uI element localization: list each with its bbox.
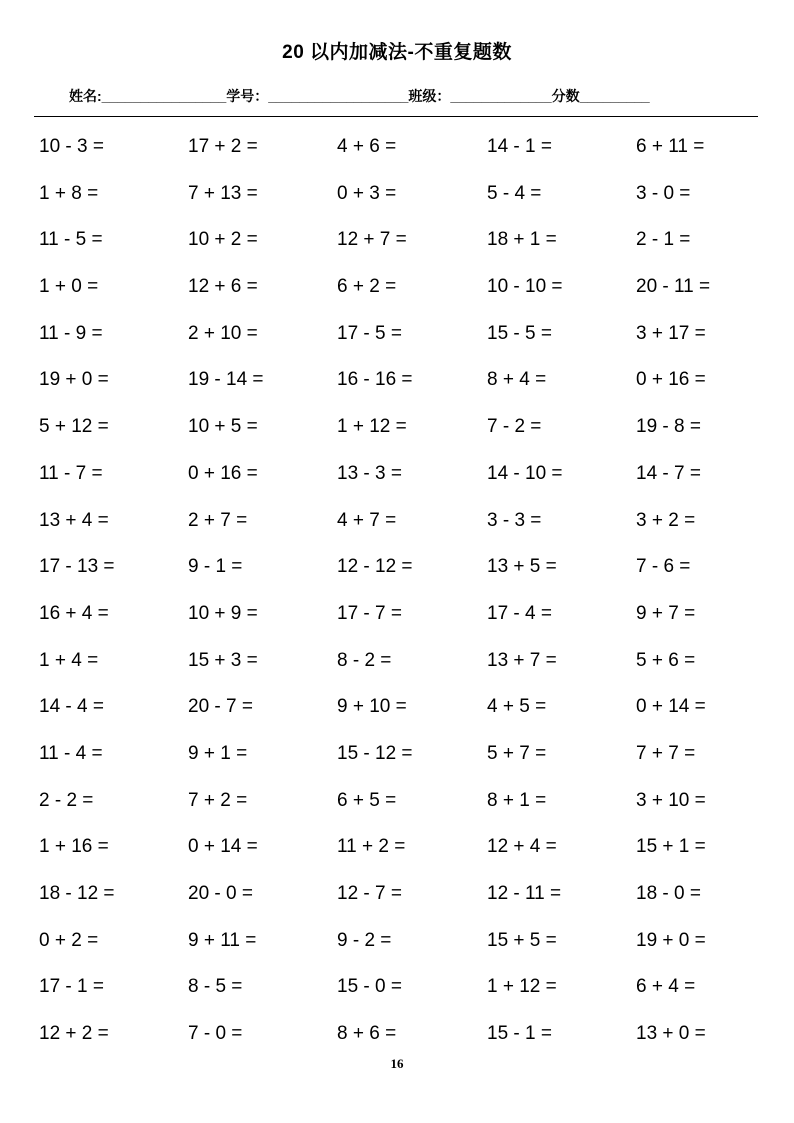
math-problem: 13 + 4 = (39, 509, 109, 531)
math-problem: 13 + 7 = (487, 649, 557, 671)
math-problem: 9 + 7 = (636, 602, 696, 624)
math-problem: 7 - 0 = (188, 1023, 243, 1045)
math-problem: 17 - 4 = (487, 602, 552, 624)
student-id-label: 学号： (226, 88, 269, 104)
math-problem: 3 + 2 = (636, 509, 696, 531)
math-problem: 14 - 1 = (487, 136, 552, 157)
math-problem: 3 + 17 = (636, 322, 706, 344)
math-problem: 8 + 1 = (487, 789, 547, 811)
math-problem: 15 - 1 = (487, 1023, 552, 1045)
math-problem: 10 - 3 = (39, 136, 104, 157)
math-problem: 11 - 9 = (39, 322, 103, 344)
math-problem: 1 + 4 = (39, 649, 99, 671)
math-problem: 0 + 16 = (188, 462, 258, 484)
math-problem: 6 + 4 = (636, 976, 696, 998)
math-problem: 0 + 2 = (39, 929, 99, 951)
math-problem: 0 + 16 = (636, 369, 706, 391)
math-problem: 2 + 10 = (188, 322, 258, 344)
math-problem: 17 - 1 = (39, 976, 104, 998)
math-problem: 15 + 5 = (487, 929, 557, 951)
math-problem: 0 + 14 = (188, 836, 258, 858)
math-problem: 7 + 2 = (188, 789, 248, 811)
math-problem: 2 + 7 = (188, 509, 248, 531)
math-problem: 15 + 1 = (636, 836, 706, 858)
math-problem: 12 - 7 = (337, 883, 402, 904)
math-problem: 4 + 6 = (337, 136, 397, 157)
math-problem: 1 + 8 = (39, 182, 99, 204)
math-problem: 19 + 0 = (39, 369, 109, 391)
header-divider (34, 116, 758, 117)
math-problem: 7 - 6 = (636, 556, 691, 578)
name-blank: ________________ (101, 88, 227, 104)
math-problem: 1 + 12 = (337, 416, 407, 438)
math-problem: 20 - 11 = (636, 276, 711, 298)
math-problem: 12 + 7 = (337, 229, 407, 251)
math-problem: 20 - 7 = (188, 696, 253, 718)
math-problem: 15 - 12 = (337, 742, 413, 764)
math-problem: 14 - 4 = (39, 696, 104, 718)
math-problem: 19 - 8 = (636, 416, 701, 438)
score-blank: _________ (579, 88, 650, 104)
problem-grid (39, 134, 759, 1068)
math-problem: 17 - 5 = (337, 322, 402, 344)
math-problem: 10 + 5 = (188, 416, 258, 438)
math-problem: 3 - 3 = (487, 509, 542, 531)
math-problem: 1 + 12 = (487, 976, 557, 998)
math-problem: 13 + 0 = (636, 1023, 706, 1045)
math-problem: 0 + 3 = (337, 182, 397, 204)
worksheet-title: 20 以内加减法-不重复题数 (282, 42, 512, 63)
math-problem: 7 + 7 = (636, 742, 696, 764)
math-problem: 15 - 0 = (337, 976, 402, 998)
math-problem: 18 - 0 = (636, 883, 701, 904)
math-problem: 9 - 2 = (337, 929, 392, 951)
math-problem: 8 + 4 = (487, 369, 547, 391)
math-problem: 14 - 7 = (636, 462, 701, 484)
math-problem: 5 + 6 = (636, 649, 696, 671)
math-problem: 16 - 16 = (337, 369, 413, 391)
class-blank: _____________ (450, 88, 552, 104)
math-problem: 17 + 2 = (188, 136, 258, 157)
math-problem: 3 + 10 = (636, 789, 706, 811)
math-problem: 9 + 1 = (188, 742, 248, 764)
math-problem: 6 + 2 = (337, 276, 397, 298)
math-problem: 13 + 5 = (487, 556, 557, 578)
math-problem: 8 - 2 = (337, 649, 392, 671)
math-problem: 18 - 12 = (39, 883, 115, 904)
math-problem: 4 + 5 = (487, 696, 547, 718)
math-problem: 1 + 0 = (39, 276, 99, 298)
math-problem: 5 + 12 = (39, 416, 109, 438)
math-problem: 17 - 7 = (337, 602, 402, 624)
math-problem: 7 - 2 = (487, 416, 542, 438)
math-problem: 8 - 5 = (188, 976, 243, 998)
math-problem: 13 - 3 = (337, 462, 402, 484)
math-problem: 10 + 9 = (188, 602, 258, 624)
math-problem: 2 - 1 = (636, 229, 691, 251)
math-problem: 10 - 10 = (487, 276, 563, 298)
math-problem: 5 - 4 = (487, 182, 542, 204)
name-label: 姓名: (69, 88, 102, 104)
math-problem: 0 + 14 = (636, 696, 706, 718)
math-problem: 17 - 13 = (39, 556, 115, 578)
math-problem: 7 + 13 = (188, 182, 258, 204)
math-problem: 15 - 5 = (487, 322, 552, 344)
math-problem: 12 - 11 = (487, 883, 562, 904)
math-problem: 9 + 11 = (188, 929, 257, 951)
class-label: 班级： (408, 88, 451, 104)
student-id-blank: __________________ (268, 88, 409, 104)
math-problem: 4 + 7 = (337, 509, 397, 531)
math-problem: 1 + 16 = (39, 836, 109, 858)
score-label: 分数 (551, 88, 580, 104)
math-problem: 5 + 7 = (487, 742, 547, 764)
math-problem: 12 + 2 = (39, 1023, 109, 1045)
math-problem: 20 - 0 = (188, 883, 253, 904)
math-problem: 9 + 10 = (337, 696, 407, 718)
student-info-line (69, 86, 650, 106)
math-problem: 11 - 4 = (39, 742, 103, 764)
math-problem: 14 - 10 = (487, 462, 563, 484)
math-problem: 6 + 5 = (337, 789, 397, 811)
math-problem: 18 + 1 = (487, 229, 557, 251)
math-problem: 9 - 1 = (188, 556, 243, 578)
math-problem: 6 + 11 = (636, 136, 705, 157)
math-problem: 2 - 2 = (39, 789, 94, 811)
page-number: 16 (390, 1056, 404, 1071)
math-problem: 19 - 14 = (188, 369, 264, 391)
math-problem: 10 + 2 = (188, 229, 258, 251)
math-problem: 8 + 6 = (337, 1023, 397, 1045)
math-problem: 12 + 4 = (487, 836, 557, 858)
math-problem: 19 + 0 = (636, 929, 706, 951)
math-problem: 16 + 4 = (39, 602, 109, 624)
math-problem: 12 + 6 = (188, 276, 258, 298)
math-problem: 12 - 12 = (337, 556, 413, 578)
math-problem: 11 - 7 = (39, 462, 103, 484)
math-problem: 3 - 0 = (636, 182, 691, 204)
math-problem: 11 - 5 = (39, 229, 103, 251)
math-problem: 15 + 3 = (188, 649, 258, 671)
math-problem: 11 + 2 = (337, 836, 406, 858)
